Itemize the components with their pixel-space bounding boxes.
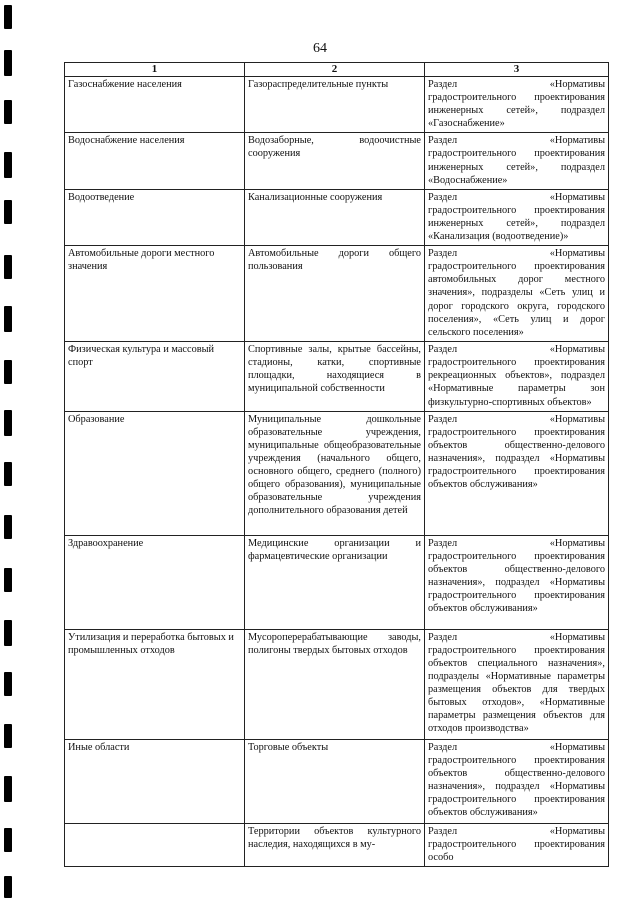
binder-mark bbox=[4, 620, 12, 646]
table-row bbox=[65, 189, 609, 245]
objects-cell: Канализационные сооружения bbox=[245, 189, 425, 245]
binder-mark bbox=[4, 152, 12, 178]
reference-cell: Раздел «Нормативы градостроительного проектирования объектов общественно-делового назначения», подраздел «Нормативы градостроительного проектирования объектов обслуживания» bbox=[425, 535, 609, 629]
area-cell: Здравоохранение bbox=[65, 535, 245, 629]
regulations-table bbox=[64, 62, 609, 867]
column-header: 2 bbox=[245, 63, 425, 77]
objects-cell: Автомобильные дороги общего пользования bbox=[245, 246, 425, 342]
binder-mark bbox=[4, 100, 12, 124]
area-cell: Физическая культура и массовый спорт bbox=[65, 342, 245, 411]
objects-cell: Водозаборные, водоочистные сооружения bbox=[245, 133, 425, 189]
page-number: 64 bbox=[313, 41, 327, 56]
table-row bbox=[65, 246, 609, 342]
reference-cell: Раздел «Нормативы градостроительного проектирования объектов общественно-делового назначения», подраздел «Нормативы градостроительного проектирования объектов обслуживания» bbox=[425, 739, 609, 823]
table-row bbox=[65, 342, 609, 411]
table-row bbox=[65, 133, 609, 189]
area-cell: Водоснабжение населения bbox=[65, 133, 245, 189]
binder-mark bbox=[4, 672, 12, 696]
area-cell: Утилизация и переработка бытовых и промышленных отходов bbox=[65, 629, 245, 739]
objects-cell: Территории объектов культурного наследия, находящихся в му- bbox=[245, 823, 425, 866]
column-header: 3 bbox=[425, 63, 609, 77]
binder-mark bbox=[4, 876, 12, 898]
reference-cell: Раздел «Нормативы градостроительного проектирования объектов общественно-делового назначения», подраздел «Нормативы градостроительного проектирования объектов обслуживания» bbox=[425, 411, 609, 535]
area-cell: Иные области bbox=[65, 739, 245, 823]
binder-mark bbox=[4, 410, 12, 436]
table-row bbox=[65, 823, 609, 866]
binder-mark bbox=[4, 776, 12, 802]
area-cell: Газоснабжение населения bbox=[65, 77, 245, 133]
binder-edge-marks bbox=[0, 0, 14, 905]
reference-cell: Раздел «Нормативы градостроительного проектирования автомобильных дорог местного значения», подразделы «Сеть улиц и дорог городского округа, городского поселения», «Сеть улиц и дорог сельского поселения» bbox=[425, 246, 609, 342]
table-row bbox=[65, 629, 609, 739]
binder-mark bbox=[4, 724, 12, 748]
objects-cell: Медицинские организации и фармацевтические организации bbox=[245, 535, 425, 629]
objects-cell: Газораспределительные пункты bbox=[245, 77, 425, 133]
table-row bbox=[65, 535, 609, 629]
binder-mark bbox=[4, 568, 12, 592]
binder-mark bbox=[4, 462, 12, 486]
binder-mark bbox=[4, 828, 12, 852]
reference-cell: Раздел «Нормативы градостроительного проектирования объектов специального назначения», подразделы «Нормативные параметры размещения объектов для твердых бытовых отходов», «Нормативные параметры размещения объектов для отходов производства» bbox=[425, 629, 609, 739]
area-cell: Водоотведение bbox=[65, 189, 245, 245]
area-cell: Образование bbox=[65, 411, 245, 535]
table-row bbox=[65, 411, 609, 535]
area-cell: Автомобильные дороги местного значения bbox=[65, 246, 245, 342]
binder-mark bbox=[4, 200, 12, 224]
column-header: 1 bbox=[65, 63, 245, 77]
objects-cell: Мусороперерабатывающие заводы, полигоны твердых бытовых отходов bbox=[245, 629, 425, 739]
table-row bbox=[65, 739, 609, 823]
table-header-row bbox=[65, 63, 609, 77]
reference-cell: Раздел «Нормативы градостроительного проектирования инженерных сетей», подраздел «Канализация (водоотведение)» bbox=[425, 189, 609, 245]
objects-cell: Муниципальные дошкольные образовательные учреждения, муниципальные общеобразовательные учреждения (начального общего, основного общего, среднего (полного) общего образования), муниципальные образовательные учреждения дополнительного образования детей bbox=[245, 411, 425, 535]
binder-mark bbox=[4, 515, 12, 539]
binder-mark bbox=[4, 255, 12, 279]
table-row bbox=[65, 77, 609, 133]
reference-cell: Раздел «Нормативы градостроительного проектирования инженерных сетей», подраздел «Газоснабжение» bbox=[425, 77, 609, 133]
area-cell bbox=[65, 823, 245, 866]
binder-mark bbox=[4, 5, 12, 29]
objects-cell: Спортивные залы, крытые бассейны, стадионы, катки, спортивные площадки, находящиеся в муниципальной собственности bbox=[245, 342, 425, 411]
binder-mark bbox=[4, 360, 12, 384]
objects-cell: Торговые объекты bbox=[245, 739, 425, 823]
reference-cell: Раздел «Нормативы градостроительного проектирования инженерных сетей», подраздел «Водоснабжение» bbox=[425, 133, 609, 189]
binder-mark bbox=[4, 306, 12, 332]
reference-cell: Раздел «Нормативы градостроительного проектирования рекреационных объектов», подраздел «Нормативные параметры зон физкультурно-спортивных объектов» bbox=[425, 342, 609, 411]
reference-cell: Раздел «Нормативы градостроительного проектирования особо bbox=[425, 823, 609, 866]
